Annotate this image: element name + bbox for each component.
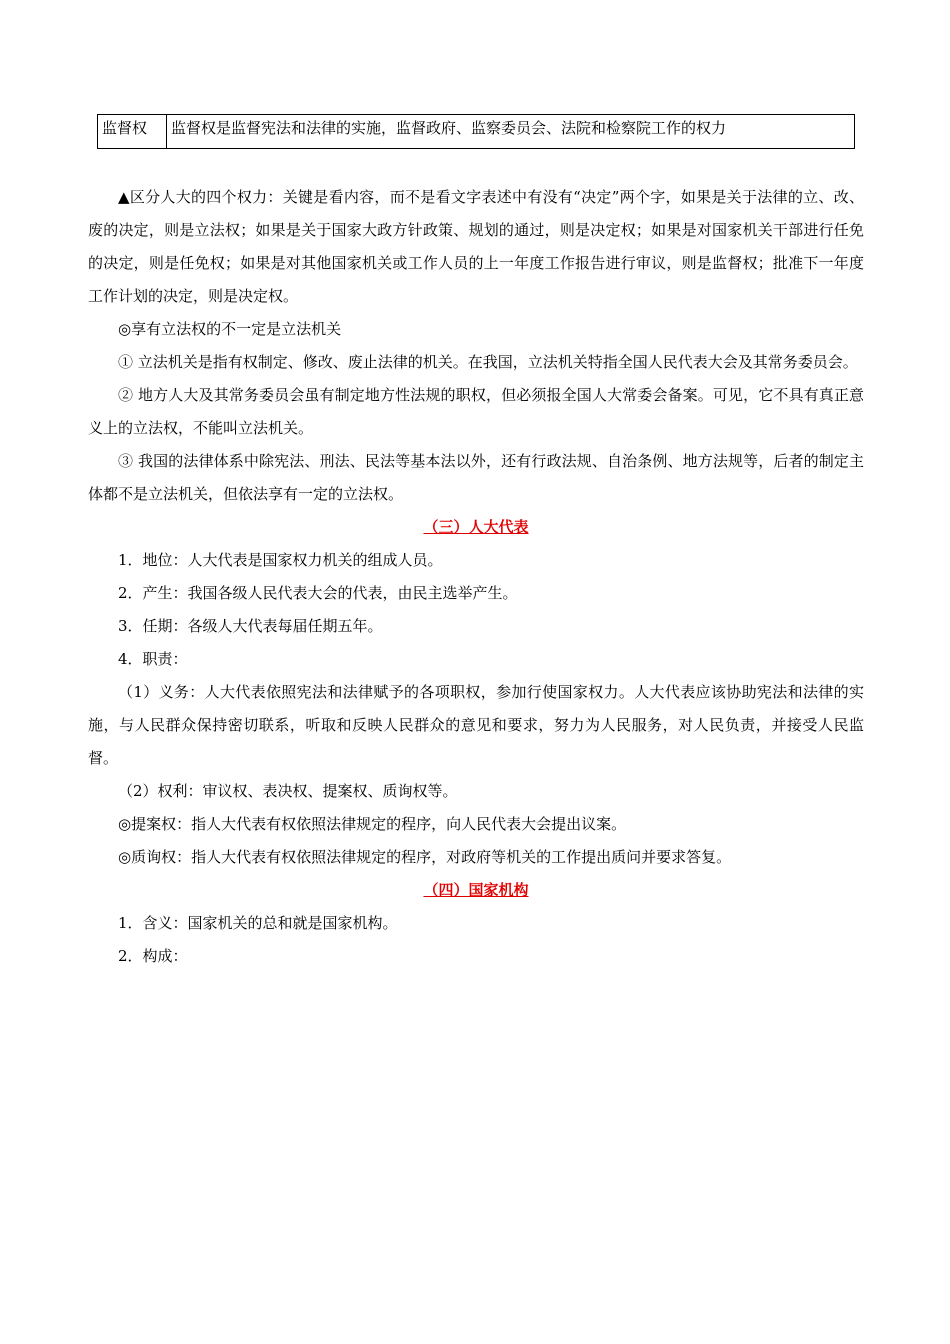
deputy-status: 1．地位：人大代表是国家权力机关的组成人员。: [118, 551, 443, 569]
deputy-obligations: （1）义务：人大代表依照宪法和法律赋予的各项职权，参加行使国家权力。人大代表应该协助宪法和法律的实施，与人民群众保持密切联系，听取和反映人民群众的意见和要求，努力为人民服务，对人民负责，并接受人民监督。: [88, 683, 864, 767]
deputy-election: 2．产生：我国各级人民代表大会的代表，由民主选举产生。: [118, 584, 518, 602]
table-term-cell: 监督权: [98, 115, 167, 149]
note-point-3: ③ 我国的法律体系中除宪法、刑法、民法等基本法以外，还有行政法规、自治条例、地方法规等，后者的制定主体都不是立法机关，但依法享有一定的立法权。: [88, 452, 864, 503]
deputy-term: 3．任期：各级人大代表每届任期五年。: [118, 617, 383, 635]
section-heading-state-organs: （四）国家机构: [423, 881, 529, 899]
deputy-duties-title: 4．职责：: [118, 650, 188, 668]
proposal-right: ◎提案权：指人大代表有权依照法律规定的程序，向人民代表大会提出议案。: [118, 815, 627, 833]
note-title: ◎享有立法权的不一定是立法机关: [118, 320, 342, 338]
state-organs-meaning: 1．含义：国家机关的总和就是国家机构。: [118, 914, 398, 932]
section-heading-deputies: （三）人大代表: [423, 518, 529, 536]
power-definition-table: [97, 114, 855, 149]
table-row: [98, 115, 855, 149]
paragraph-distinguish-powers: ▲区分人大的四个权力：关键是看内容，而不是看文字表述中有没有“决定”两个字，如果是关于法律的立、改、废的决定，则是立法权；如果是关于国家大政方针政策、规划的通过，则是决定权；如果是对国家机关干部进行任免的决定，则是任免权；如果是对其他国家机关或工作人员的上一年度工作报告进行审议，则是监督权；批准下一年度工作计划的决定，则是决定权。: [88, 188, 864, 305]
inquiry-right: ◎质询权：指人大代表有权依照法律规定的程序，对政府等机关的工作提出质问并要求答复。: [118, 848, 732, 866]
table-definition-cell: 监督权是监督宪法和法律的实施，监督政府、监察委员会、法院和检察院工作的权力: [167, 115, 855, 149]
note-point-1: ① 立法机关是指有权制定、修改、废止法律的机关。在我国，立法机关特指全国人民代表大会及其常务委员会。: [118, 353, 858, 371]
deputy-rights: （2）权利：审议权、表决权、提案权、质询权等。: [118, 782, 458, 800]
note-point-2: ② 地方人大及其常务委员会虽有制定地方性法规的职权，但必须报全国人大常委会备案。可见，它不具有真正意义上的立法权，不能叫立法机关。: [88, 386, 864, 437]
document-body: [88, 181, 864, 973]
state-organs-composition: 2．构成：: [118, 947, 188, 965]
